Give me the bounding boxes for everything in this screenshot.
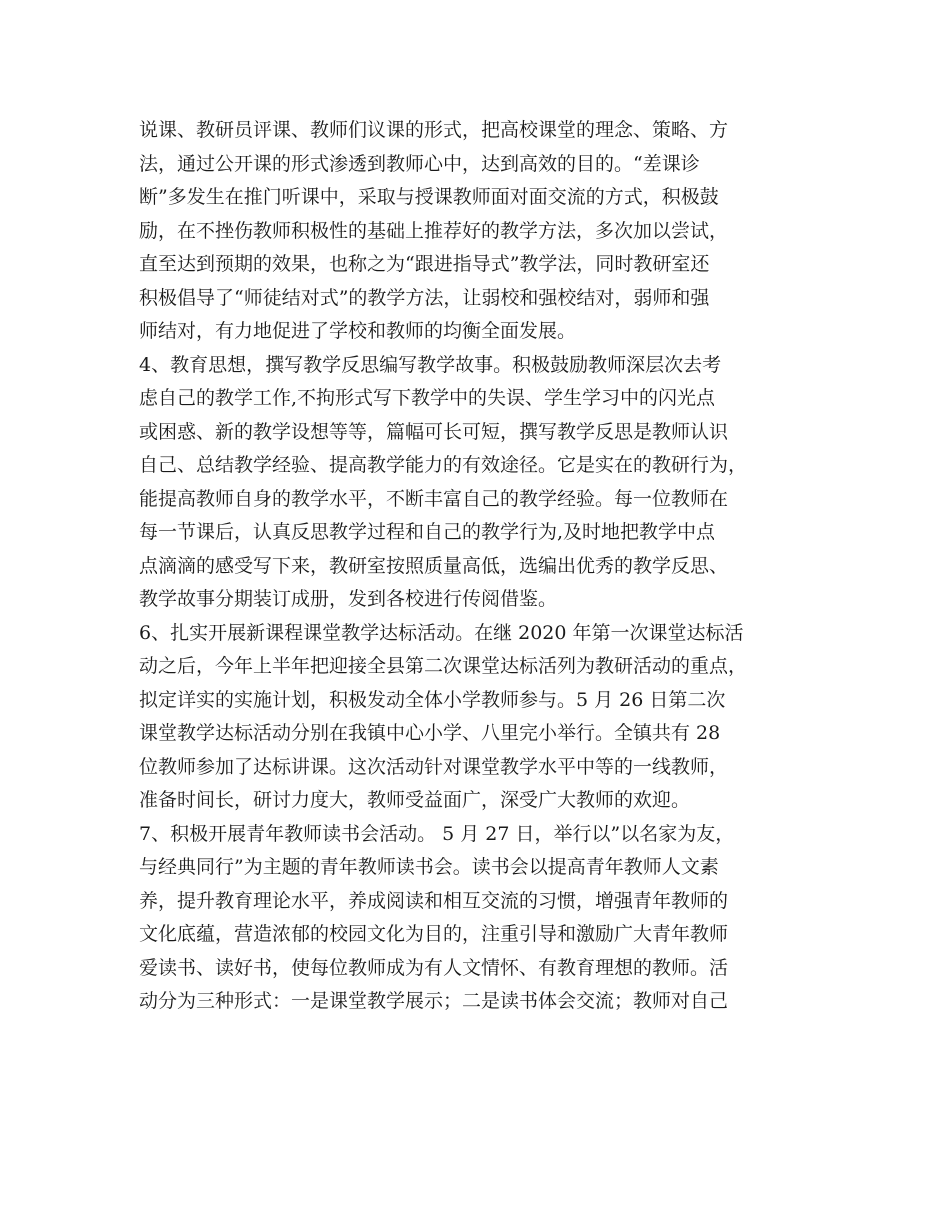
text-line: 文化底蕴，营造浓郁的校园文化为目的，注重引导和激励广大青年教师 <box>139 923 729 945</box>
text-line: 励，在不挫伤教师积极性的基础上推荐好的教学方法，多次加以尝试， <box>139 219 729 242</box>
text-line: 点滴滴的感受写下来，教研室按照质量高低，选编出优秀的教学反思、 <box>139 554 729 577</box>
text-line: 课堂教学达标活动分别在我镇中心小学、八里完小举行。全镇共有 28 <box>139 722 721 744</box>
text-line: 准备时间长，研讨力度大，教师受益面广，深受广大教师的欢迎。 <box>139 789 691 811</box>
text-line: 动之后，今年上半年把迎接全县第二次课堂达标活列为教研活动的重点， <box>139 655 748 677</box>
body-text <box>139 114 819 1019</box>
text-line: 动分为三种形式：一是课堂教学展示；二是读书体会交流；教师对自己 <box>139 990 729 1012</box>
text-line: 与经典同行”为主题的青年教师读书会。读书会以提高青年教师人文素 <box>139 856 719 878</box>
text-line: 4、教育思想，撰写教学反思编写教学故事。积极鼓励教师深层次去考 <box>139 353 722 376</box>
text-line: 自己、总结教学经验、提高教学能力的有效途径。它是实在的教研行为， <box>139 454 748 476</box>
text-line: 或困惑、新的教学设想等等，篇幅可长可短，撰写教学反思是教师认识 <box>139 420 729 443</box>
text-line: 位教师参加了达标讲课。这次活动针对课堂教学水平中等的一线教师， <box>139 755 729 778</box>
text-line: 爱读书、读好书，使每位教师成为有人文情怀、有教育理想的教师。活 <box>139 956 729 979</box>
text-line: 师结对，有力地促进了学校和教师的均衡全面发展。 <box>139 320 577 342</box>
text-line: 教学故事分期装订成册，发到各校进行传阅借鉴。 <box>139 588 558 610</box>
text-line: 能提高教师自身的教学水平，不断丰富自己的教学经验。每一位教师在 <box>139 487 729 510</box>
text-line: 拟定详实的实施计划，积极发动全体小学教师参与。5 月 26 日第二次 <box>139 688 726 711</box>
text-line: 断”多发生在推门听课中，采取与授课教师面对面交流的方式，积极鼓 <box>139 186 719 208</box>
text-line: 养，提升教育理论水平，养成阅读和相互交流的习惯，增强青年教师的 <box>139 889 729 912</box>
text-line: 每一节课后，认真反思教学过程和自己的教学行为,及时地把教学中点 <box>139 521 716 543</box>
text-line: 6、扎实开展新课程课堂教学达标活动。在继 2020 年第一次课堂达标活 <box>139 621 744 644</box>
text-line: 法，通过公开课的形式渗透到教师心中，达到高效的目的。“差课诊 <box>139 152 700 175</box>
text-line: 7、积极开展青年教师读书会活动。 5 月 27 日，举行以”以名家为友， <box>139 822 735 845</box>
text-line: 直至达到预期的效果，也称之为“跟进指导式”教学法，同时教研室还 <box>139 253 710 275</box>
text-line: 虑自己的教学工作,不拘形式写下教学中的失误、学生学习中的闪光点 <box>139 387 716 409</box>
text-line: 说课、教研员评课、教师们议课的形式，把高校课堂的理念、策略、方 <box>139 119 729 141</box>
text-line: 积极倡导了“师徒结对式”的教学方法，让弱校和强校结对，弱师和强 <box>139 286 710 309</box>
